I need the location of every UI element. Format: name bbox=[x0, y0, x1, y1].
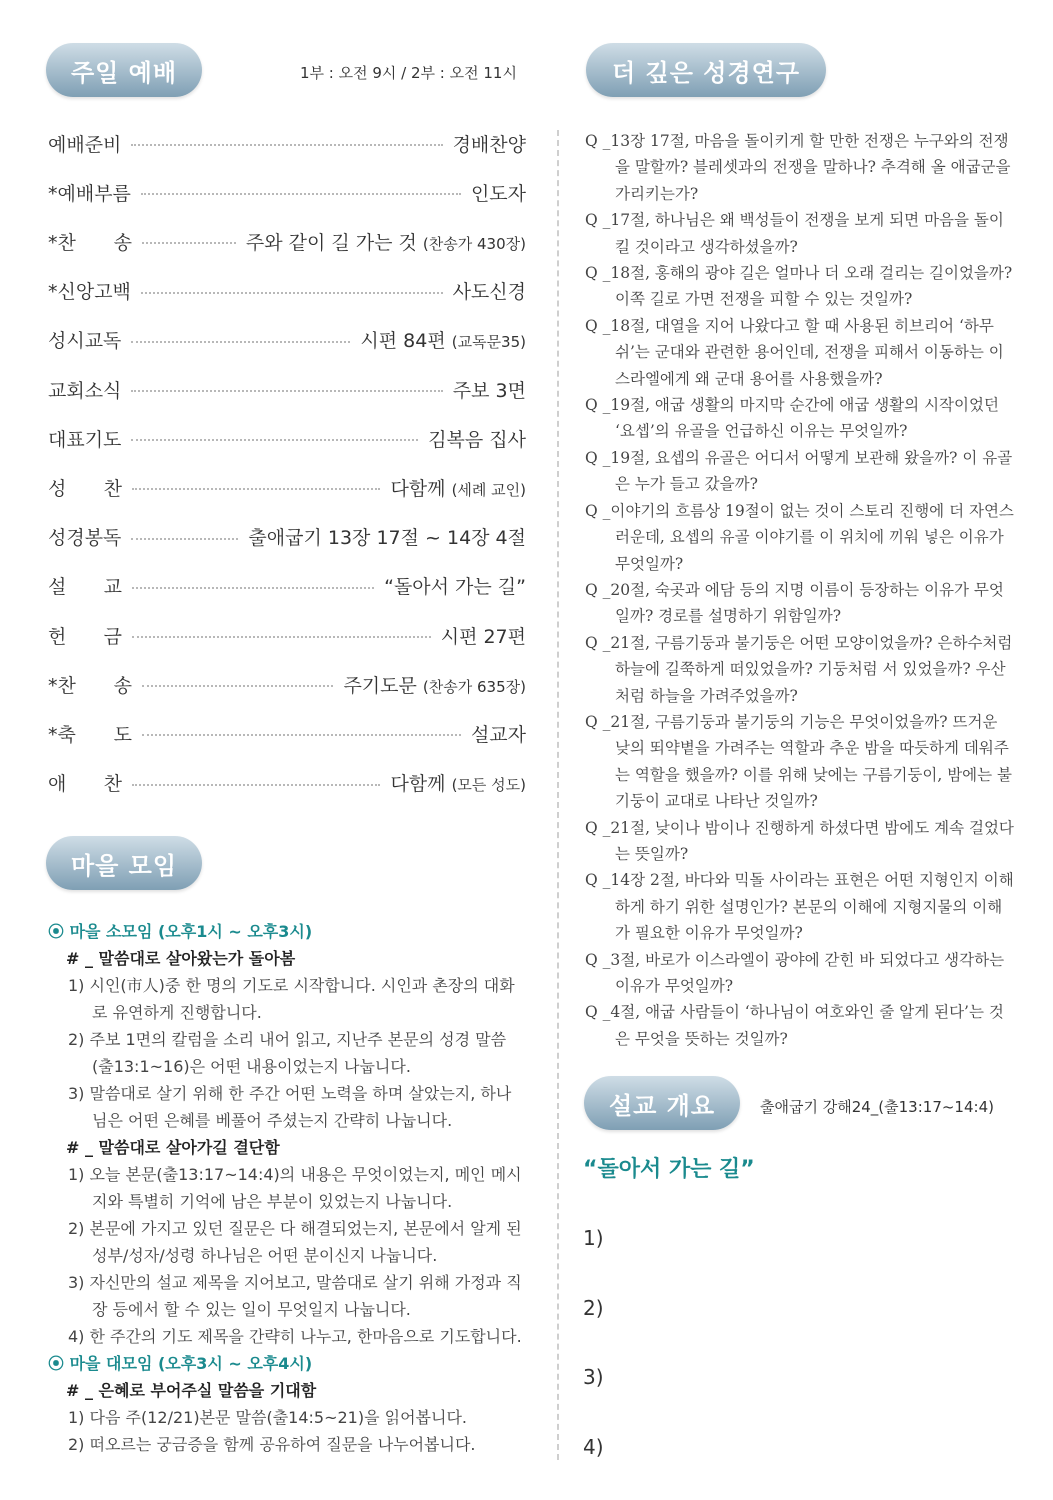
order-item-value-text: 다함께 bbox=[390, 773, 446, 796]
worship-order-row bbox=[48, 374, 526, 404]
study-question: Q _21절, 구름기둥과 불기둥은 어떤 모양이었을까? 은하수처럼 하늘에 길쭉하게 떠있었을까? 기둥처럼 서 있었을까? 우산처럼 하늘을 가려주었을까? bbox=[585, 633, 1013, 705]
order-item-value bbox=[390, 769, 526, 796]
sermon-title: “돌아서 가는 길” bbox=[583, 1157, 755, 1182]
study-question: Q _14장 2절, 바다와 믹돌 사이라는 표현은 어떤 지형인지 이해하게 하기 위한 설명인가? 본문의 이해에 지형지물의 이해가 필요한 이유가 무엇일까? bbox=[585, 871, 1014, 943]
study-question: Q _19절, 요셉의 유골은 어디서 어떻게 보관해 왔을까? 이 유골은 누가 들고 갔을까? bbox=[585, 448, 1013, 494]
order-item-label: 성경봉독 bbox=[48, 527, 122, 550]
column-divider bbox=[557, 130, 559, 1460]
order-item-value-text: 출애굽기 13장 17절 ~ 14장 4절 bbox=[248, 527, 526, 550]
order-item-label: *축 도 bbox=[48, 723, 132, 746]
order-item-value bbox=[428, 425, 526, 452]
leader-dots bbox=[132, 784, 380, 786]
order-item-label: 교회소식 bbox=[48, 379, 122, 402]
worship-section-title: 주일 예배 bbox=[46, 43, 202, 97]
leader-dots bbox=[142, 734, 461, 736]
worship-order-row bbox=[48, 276, 526, 306]
study-question: Q _18절, 홍해의 광야 길은 얼마나 더 오래 걸리는 길이었을까? 이쪽 길로 가면 전쟁을 피할 수 있는 것일까? bbox=[585, 264, 1013, 309]
order-item-value bbox=[453, 376, 526, 403]
leader-dots bbox=[131, 341, 350, 343]
leader-dots bbox=[142, 242, 236, 244]
order-item-note: (찬송가 430장) bbox=[422, 234, 526, 253]
order-item-note: (세례 교인) bbox=[451, 480, 526, 499]
sermon-reference: 출애굽기 강해24_(출13:17~14:4) bbox=[760, 1098, 994, 1116]
leader-dots bbox=[141, 292, 443, 294]
order-item-label: 대표기도 bbox=[48, 428, 122, 451]
leader-dots bbox=[132, 587, 374, 589]
worship-order-row bbox=[48, 522, 526, 552]
small-group-item: 1) 시인(市人)중 한 명의 기도로 시작합니다. 시인과 촌장의 대화로 유연하게 진행합니다. bbox=[68, 976, 515, 1022]
worship-order-row bbox=[48, 423, 526, 453]
order-item-label: 헌 금 bbox=[48, 625, 122, 648]
order-item-value-text: 주기도문 bbox=[343, 674, 417, 697]
worship-times: 1부 : 오전 9시 / 2부 : 오전 11시 bbox=[300, 64, 517, 82]
study-question: Q _13장 17절, 마음을 돌이키게 할 만한 전쟁은 누구와의 전쟁을 말할까? 블레셋과의 전쟁을 말하나? 추격해 올 애굽군을 가리키는가? bbox=[585, 132, 1011, 203]
order-item-note: (교독문35) bbox=[451, 333, 526, 352]
worship-order-row bbox=[48, 669, 526, 699]
order-item-label: *신앙고백 bbox=[48, 281, 131, 304]
order-item-note: (찬송가 635장) bbox=[422, 677, 526, 696]
order-item-label: *찬 송 bbox=[48, 674, 132, 697]
order-item-value-text: 경배찬양 bbox=[452, 133, 526, 156]
order-item-value-text: “돌아서 가는 길” bbox=[384, 576, 526, 599]
order-item-value-text: 설교자 bbox=[470, 723, 526, 746]
study-section-title: 더 깊은 성경연구 bbox=[586, 43, 826, 97]
small-group-subtitle-2: # _ 말씀대로 살아가길 결단함 bbox=[66, 1138, 280, 1157]
order-item-value bbox=[384, 572, 526, 599]
order-item-value-text: 사도신경 bbox=[452, 281, 526, 304]
order-item-value bbox=[471, 720, 526, 747]
village-section-title: 마을 모임 bbox=[46, 836, 202, 890]
large-group-heading: ⦿ 마을 대모임 (오후3시 ~ 오후4시) bbox=[48, 1354, 313, 1373]
leader-dots bbox=[131, 439, 418, 441]
large-group-item: 2) 떠오르는 궁금증을 함께 공유하여 질문을 나누어봅니다. bbox=[68, 1435, 476, 1454]
study-question: Q _4절, 애굽 사람들이 ‘하나님이 여호와인 줄 알게 된다’는 것은 무엇을 뜻하는 것일까? bbox=[585, 1003, 1004, 1048]
order-item-value-text: 시편 84편 bbox=[360, 330, 446, 353]
small-group-heading: ⦿ 마을 소모임 (오후1시 ~ 오후3시) bbox=[48, 922, 313, 941]
study-question: Q _18절, 대열을 지어 나왔다고 할 때 사용된 히브리어 ‘하무쉬’는 군대와 관련한 용어인데, 전쟁을 피해서 이동하는 이스라엘에게 왜 군대 용어를 사용했을까? bbox=[585, 316, 1004, 388]
leader-dots bbox=[142, 685, 333, 687]
sermon-point: 4) bbox=[583, 1435, 604, 1459]
leader-dots bbox=[131, 390, 442, 392]
order-item-value-text: 주와 같이 길 가는 것 bbox=[245, 231, 417, 254]
study-question: Q _21절, 구름기둥과 불기둥의 기능은 무엇이었을까? 뜨거운 낮의 뙤약볕을 가려주는 역할과 추운 밤을 따듯하게 데워주는 역할을 했을까? 이를 위해 낮에는 구름기둥이, 밤에는 불기둥이 교대로 나타난 것일까? bbox=[585, 712, 1013, 811]
order-item-value-text: 인도자 bbox=[470, 182, 526, 205]
order-item-value bbox=[246, 228, 526, 255]
large-group-subtitle: # _ 은혜로 부어주실 말씀을 기대함 bbox=[66, 1381, 317, 1400]
worship-order-row bbox=[48, 128, 526, 158]
order-item-label: 예배준비 bbox=[48, 133, 122, 156]
study-question: Q _19절, 애굽 생활의 마지막 순간에 애굽 생활의 시작이었던 ‘요셉’의 유골을 언급하신 이유는 무엇일까? bbox=[585, 396, 999, 441]
worship-order-row bbox=[48, 571, 526, 601]
order-item-value bbox=[453, 277, 526, 304]
order-item-label: *찬 송 bbox=[48, 231, 132, 254]
village-meeting-content bbox=[48, 918, 526, 1458]
study-question: Q _17절, 하나님은 왜 백성들이 전쟁을 보게 되면 마음을 돌이킬 것이라고 생각하셨을까? bbox=[585, 211, 1004, 256]
worship-order-row bbox=[48, 718, 526, 748]
study-question-list bbox=[585, 128, 1015, 1052]
small-group-item: 3) 말씀대로 살기 위해 한 주간 어떤 노력을 하며 살았는지, 하나님은 어떤 은혜를 베풀어 주셨는지 간략히 나눕니다. bbox=[68, 1084, 512, 1130]
study-question: Q _21절, 낮이나 밤이나 진행하게 하셨다면 밤에도 계속 걸었다는 뜻일까? bbox=[585, 818, 1014, 863]
order-item-value bbox=[441, 622, 526, 649]
worship-order-row bbox=[48, 620, 526, 650]
worship-order-row bbox=[48, 472, 526, 502]
order-item-label: 성 찬 bbox=[48, 477, 122, 500]
sermon-point: 3) bbox=[583, 1365, 604, 1389]
small-group-item: 4) 한 주간의 기도 제목을 간략히 나누고, 한마음으로 기도합니다. bbox=[68, 1327, 522, 1346]
small-group-subtitle-1: # _ 말씀대로 살아왔는가 돌아봄 bbox=[66, 949, 296, 968]
worship-order-row bbox=[48, 768, 526, 798]
order-item-value-text: 주보 3면 bbox=[452, 379, 526, 402]
order-item-label: 설 교 bbox=[48, 576, 122, 599]
sermon-section-title: 설교 개요 bbox=[584, 1076, 740, 1130]
sermon-point: 2) bbox=[583, 1296, 604, 1320]
large-group-item: 1) 다음 주(12/21)본문 말씀(출14:5~21)을 읽어봅니다. bbox=[68, 1408, 468, 1427]
leader-dots bbox=[141, 193, 461, 195]
order-item-label: *예배부름 bbox=[48, 182, 131, 205]
leader-dots bbox=[132, 488, 380, 490]
order-item-value bbox=[248, 523, 526, 550]
worship-order-row bbox=[48, 325, 526, 355]
order-item-label: 애 찬 bbox=[48, 773, 122, 796]
small-group-item: 1) 오늘 본문(출13:17~14:4)의 내용은 무엇이었는지, 메인 메시지와 특별히 기억에 남은 부분이 있었는지 나눕니다. bbox=[68, 1165, 522, 1211]
sermon-point: 1) bbox=[583, 1226, 604, 1250]
small-group-item: 2) 본문에 가지고 있던 질문은 다 해결되었는지, 본문에서 알게 된 성부/성자/성령 하나님은 어떤 분이신지 나눕니다. bbox=[68, 1219, 522, 1265]
worship-order-row bbox=[48, 226, 526, 256]
order-item-value bbox=[390, 474, 526, 501]
leader-dots bbox=[132, 636, 431, 638]
order-item-value-text: 시편 27편 bbox=[440, 625, 526, 648]
small-group-item: 2) 주보 1면의 칼럼을 소리 내어 읽고, 지난주 본문의 성경 말씀(출13:1~16)은 어떤 내용이었는지 나눕니다. bbox=[68, 1030, 507, 1076]
order-item-value bbox=[360, 326, 526, 353]
study-question: Q _3절, 바로가 이스라엘이 광야에 갇힌 바 되었다고 생각하는 이유가 무엇일까? bbox=[585, 950, 1005, 995]
study-question: Q _20절, 숙곳과 에담 등의 지명 이름이 등장하는 이유가 무엇일까? 경로를 설명하기 위함일까? bbox=[585, 580, 1004, 626]
order-item-value bbox=[453, 130, 526, 157]
order-item-label: 성시교독 bbox=[48, 330, 122, 353]
leader-dots bbox=[131, 538, 238, 540]
order-item-value bbox=[471, 179, 526, 206]
study-question: Q _이야기의 흐름상 19절이 없는 것이 스토리 진행에 더 자연스러운데, 요셉의 유골 이야기를 이 위치에 끼워 넣은 이유가 무엇일까? bbox=[585, 501, 1014, 573]
order-item-value-text: 다함께 bbox=[390, 477, 446, 500]
order-item-value-text: 김복음 집사 bbox=[428, 428, 526, 451]
order-item-value bbox=[343, 671, 526, 698]
order-item-note: (모든 성도) bbox=[451, 776, 526, 795]
small-group-item: 3) 자신만의 설교 제목을 지어보고, 말씀대로 살기 위해 가정과 직장 등에서 할 수 있는 일이 무엇일지 나눕니다. bbox=[68, 1273, 522, 1319]
worship-order-row bbox=[48, 177, 526, 207]
leader-dots bbox=[131, 144, 442, 146]
